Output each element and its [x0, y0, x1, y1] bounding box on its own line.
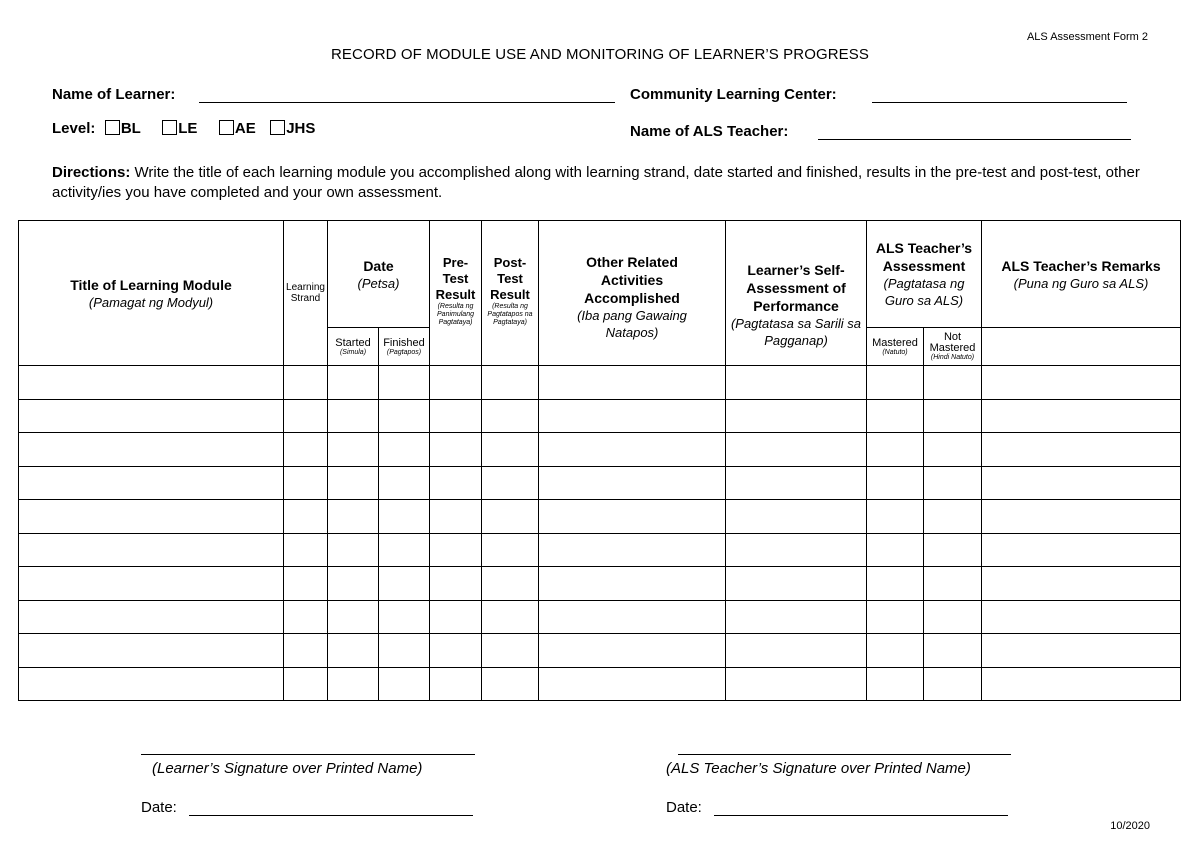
table-cell[interactable] — [379, 466, 430, 500]
teacher-signature-line[interactable] — [678, 754, 1011, 755]
table-row — [19, 600, 1181, 634]
table-cell[interactable] — [328, 366, 379, 400]
table-cell[interactable] — [924, 667, 982, 701]
table-cell[interactable] — [982, 500, 1181, 534]
table-cell[interactable] — [924, 466, 982, 500]
table-cell[interactable] — [539, 366, 726, 400]
table-cell[interactable] — [867, 533, 924, 567]
table-cell[interactable] — [19, 533, 284, 567]
table-cell[interactable] — [867, 567, 924, 601]
header-started: Started (Simula) — [328, 328, 379, 366]
learner-date-label: Date: — [141, 799, 177, 816]
checkbox-le[interactable] — [162, 120, 177, 135]
table-cell[interactable] — [539, 600, 726, 634]
table-cell[interactable] — [430, 500, 482, 534]
table-cell[interactable] — [726, 399, 867, 433]
level-option-ae[interactable]: AE — [219, 120, 256, 137]
table-cell[interactable] — [430, 366, 482, 400]
table-cell[interactable] — [19, 567, 284, 601]
level-option-bl[interactable]: BL — [105, 120, 141, 137]
table-cell[interactable] — [379, 399, 430, 433]
table-row — [19, 533, 1181, 567]
form-title: RECORD OF MODULE USE AND MONITORING OF LEARNER’S PROGRESS — [331, 46, 869, 63]
learner-signature-line[interactable] — [141, 754, 475, 755]
table-cell[interactable] — [379, 567, 430, 601]
name-of-als-teacher-field[interactable] — [818, 123, 1131, 140]
teacher-date-field[interactable] — [714, 799, 1008, 816]
table-cell[interactable] — [284, 366, 328, 400]
table-cell[interactable] — [867, 366, 924, 400]
table-cell[interactable] — [924, 399, 982, 433]
table-cell[interactable] — [539, 533, 726, 567]
table-cell[interactable] — [982, 567, 1181, 601]
header-learning-strand: Learning Strand — [284, 221, 328, 366]
table-cell[interactable] — [982, 600, 1181, 634]
table-cell[interactable] — [867, 466, 924, 500]
learner-signature-caption: (Learner’s Signature over Printed Name) — [152, 760, 423, 777]
table-cell[interactable] — [19, 366, 284, 400]
table-cell[interactable] — [379, 533, 430, 567]
table-body — [19, 366, 1181, 701]
checkbox-bl[interactable] — [105, 120, 120, 135]
table-cell[interactable] — [867, 600, 924, 634]
table-cell[interactable] — [726, 433, 867, 467]
table-row — [19, 433, 1181, 467]
table-cell[interactable] — [726, 366, 867, 400]
table-cell[interactable] — [430, 634, 482, 668]
table-cell[interactable] — [284, 533, 328, 567]
header-remarks-blank — [982, 328, 1181, 366]
table-cell[interactable] — [867, 500, 924, 534]
table-row — [19, 466, 1181, 500]
table-cell[interactable] — [379, 500, 430, 534]
checkbox-ae[interactable] — [219, 120, 234, 135]
table-cell[interactable] — [982, 466, 1181, 500]
header-teacher-assessment: ALS Teacher’s Assessment (Pagtatasa ng Guro sa ALS) — [867, 221, 982, 328]
community-learning-center-field[interactable] — [872, 86, 1127, 103]
level-row — [52, 120, 332, 138]
header-not-mastered: Not Mastered (Hindi Natuto) — [924, 328, 982, 366]
checkbox-jhs[interactable] — [270, 120, 285, 135]
revision-date: 10/2020 — [1110, 820, 1150, 832]
table-cell[interactable] — [430, 433, 482, 467]
name-of-learner-label: Name of Learner: — [52, 86, 176, 103]
table-cell[interactable] — [19, 433, 284, 467]
table-cell[interactable] — [379, 600, 430, 634]
table-cell[interactable] — [924, 533, 982, 567]
table-cell[interactable] — [539, 634, 726, 668]
table-cell[interactable] — [539, 466, 726, 500]
table-cell[interactable] — [19, 667, 284, 701]
header-mastered: Mastered (Natuto) — [867, 328, 924, 366]
directions — [52, 163, 1162, 203]
table-cell[interactable] — [539, 500, 726, 534]
table-cell[interactable] — [482, 634, 539, 668]
form-id: ALS Assessment Form 2 — [1026, 31, 1148, 43]
table-cell[interactable] — [539, 433, 726, 467]
table-cell[interactable] — [539, 667, 726, 701]
table-cell[interactable] — [982, 634, 1181, 668]
table-row — [19, 500, 1181, 534]
table-cell[interactable] — [19, 500, 284, 534]
teacher-signature-caption: (ALS Teacher’s Signature over Printed Name) — [666, 760, 971, 777]
table-cell[interactable] — [924, 600, 982, 634]
header-pre-test-result: Pre-Test Result (Resulta ng Panimulang Pagtataya) — [430, 221, 482, 366]
directions-text: Write the title of each learning module you accomplished along with learning strand, date started and finished, results in the pre-test and post-test, other activity/ies you have completed and your own assessment. — [52, 164, 1140, 201]
table-cell[interactable] — [328, 634, 379, 668]
table-cell[interactable] — [430, 399, 482, 433]
table-cell[interactable] — [379, 366, 430, 400]
table-cell[interactable] — [726, 600, 867, 634]
table-cell[interactable] — [726, 500, 867, 534]
header-teacher-remarks: ALS Teacher’s Remarks (Puna ng Guro sa ALS) — [982, 221, 1181, 328]
table-row — [19, 366, 1181, 400]
table-cell[interactable] — [328, 567, 379, 601]
table-cell[interactable] — [328, 500, 379, 534]
table-cell[interactable] — [726, 567, 867, 601]
table-cell[interactable] — [284, 567, 328, 601]
table-cell[interactable] — [328, 600, 379, 634]
table-cell[interactable] — [726, 466, 867, 500]
teacher-date-label: Date: — [666, 799, 702, 816]
table-cell[interactable] — [924, 634, 982, 668]
table-cell[interactable] — [924, 567, 982, 601]
table-cell[interactable] — [19, 466, 284, 500]
table-cell[interactable] — [867, 634, 924, 668]
table-cell[interactable] — [982, 366, 1181, 400]
table-cell[interactable] — [379, 667, 430, 701]
table-cell[interactable] — [924, 433, 982, 467]
table-cell[interactable] — [328, 399, 379, 433]
table-cell[interactable] — [284, 500, 328, 534]
table-cell[interactable] — [482, 667, 539, 701]
table-cell[interactable] — [430, 466, 482, 500]
table-cell[interactable] — [328, 533, 379, 567]
table-cell[interactable] — [19, 600, 284, 634]
module-record-table — [18, 220, 1181, 701]
table-cell[interactable] — [328, 433, 379, 467]
table-cell[interactable] — [19, 399, 284, 433]
table-cell[interactable] — [982, 399, 1181, 433]
table-cell[interactable] — [379, 433, 430, 467]
table-cell[interactable] — [924, 366, 982, 400]
table-cell[interactable] — [726, 667, 867, 701]
name-of-als-teacher-label: Name of ALS Teacher: — [630, 123, 789, 140]
table-cell[interactable] — [482, 567, 539, 601]
table-cell[interactable] — [482, 433, 539, 467]
table-cell[interactable] — [284, 466, 328, 500]
level-label: Level: — [52, 120, 96, 137]
table-cell[interactable] — [284, 433, 328, 467]
table-row — [19, 667, 1181, 701]
table-cell[interactable] — [482, 533, 539, 567]
header-self-assessment: Learner’s Self-Assessment of Performance (Pagtatasa sa Sarili sa Pagganap) — [726, 221, 867, 366]
table-cell[interactable] — [19, 634, 284, 668]
header-other-activities: Other Related Activities Accomplished (Iba pang Gawaing Natapos) — [539, 221, 726, 366]
table-cell[interactable] — [430, 600, 482, 634]
table-cell[interactable] — [726, 533, 867, 567]
header-post-test-result: Post-Test Result (Resulta ng Pagtatapos na Pagtataya) — [482, 221, 539, 366]
table-cell[interactable] — [284, 600, 328, 634]
name-of-learner-field[interactable] — [199, 86, 615, 103]
header-finished: Finished (Pagtapos) — [379, 328, 430, 366]
learner-date-field[interactable] — [189, 799, 473, 816]
table-cell[interactable] — [284, 667, 328, 701]
table-cell[interactable] — [284, 399, 328, 433]
table-cell[interactable] — [379, 634, 430, 668]
table-row — [19, 399, 1181, 433]
table-row — [19, 567, 1181, 601]
table-cell[interactable] — [867, 667, 924, 701]
table-cell[interactable] — [539, 399, 726, 433]
level-option-jhs[interactable]: JHS — [270, 120, 315, 137]
table-cell[interactable] — [482, 399, 539, 433]
table-cell[interactable] — [328, 667, 379, 701]
table-cell[interactable] — [284, 634, 328, 668]
table-cell[interactable] — [539, 567, 726, 601]
directions-label: Directions: — [52, 164, 131, 181]
header-title-of-module: Title of Learning Module (Pamagat ng Modyul) — [19, 221, 284, 366]
table-cell[interactable] — [430, 533, 482, 567]
table-cell[interactable] — [430, 667, 482, 701]
table-cell[interactable] — [982, 533, 1181, 567]
table-cell[interactable] — [867, 399, 924, 433]
level-option-le[interactable]: LE — [162, 120, 197, 137]
table-cell[interactable] — [430, 567, 482, 601]
table-cell[interactable] — [482, 600, 539, 634]
table-cell[interactable] — [482, 466, 539, 500]
table-cell[interactable] — [867, 433, 924, 467]
table-cell[interactable] — [482, 366, 539, 400]
table-cell[interactable] — [726, 634, 867, 668]
table-row — [19, 634, 1181, 668]
community-learning-center-label: Community Learning Center: — [630, 86, 837, 103]
header-date: Date (Petsa) — [328, 221, 430, 328]
table-cell[interactable] — [482, 500, 539, 534]
table-cell[interactable] — [982, 433, 1181, 467]
table-cell[interactable] — [982, 667, 1181, 701]
table-cell[interactable] — [924, 500, 982, 534]
table-cell[interactable] — [328, 466, 379, 500]
